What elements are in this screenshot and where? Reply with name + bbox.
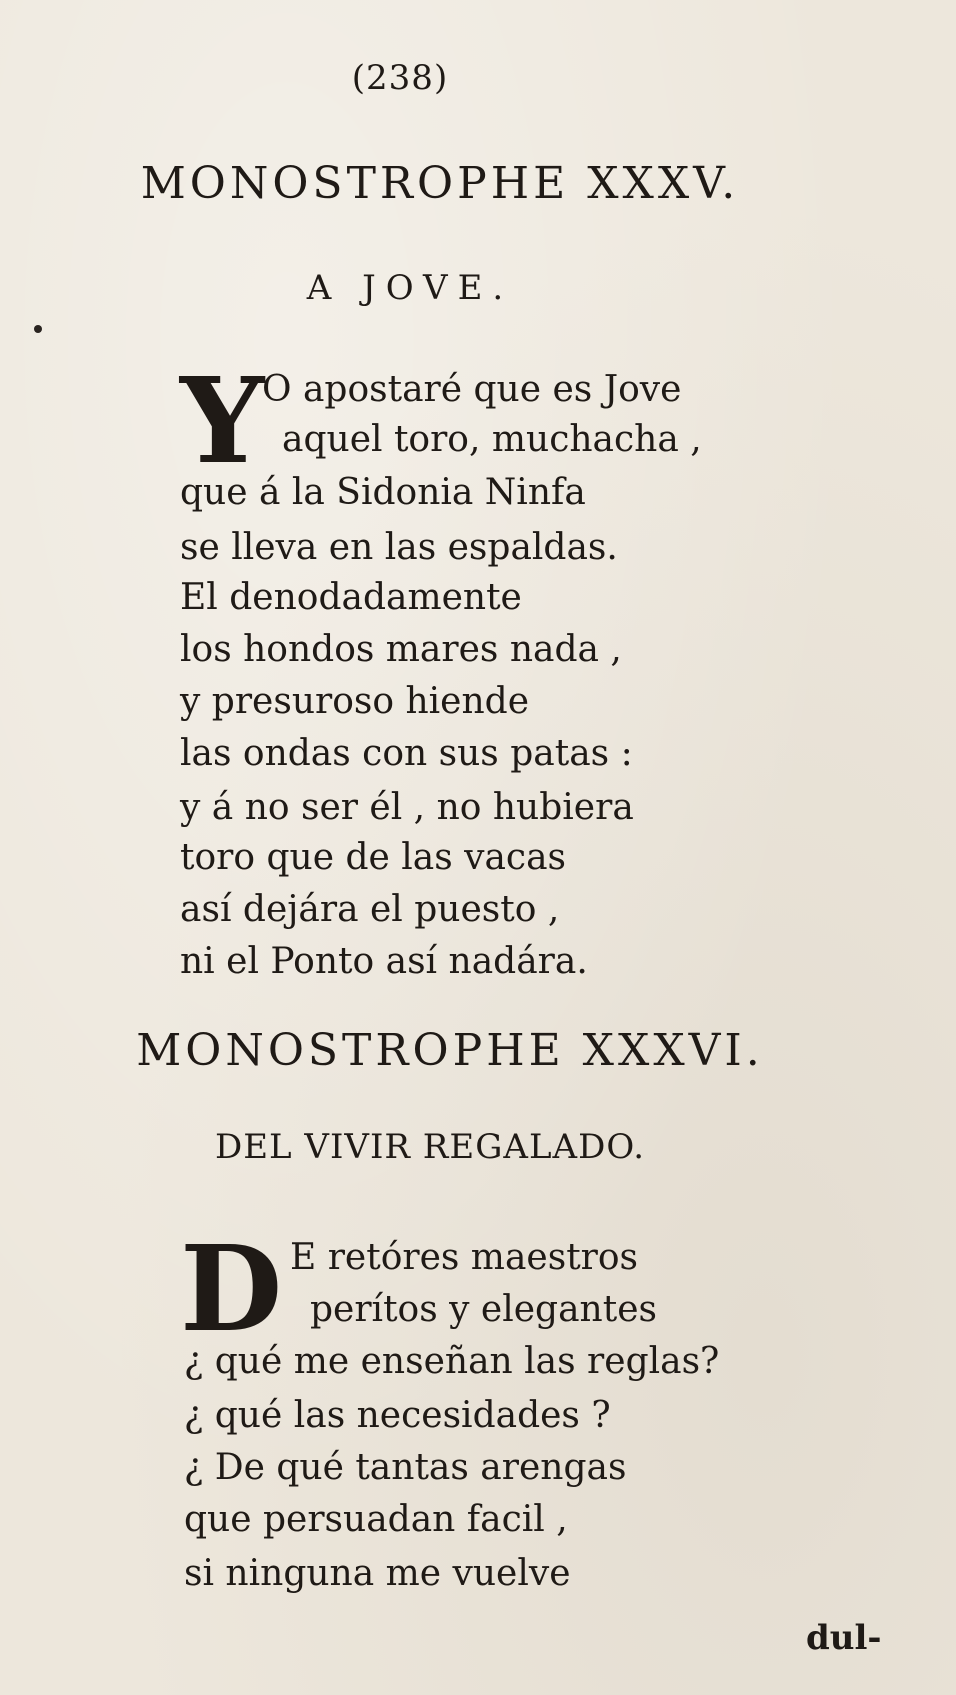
- poem-line: ¿ De qué tantas arengas: [184, 1447, 627, 1488]
- section-title-monostrophe-xxxvi: MONOSTROPHE XXXVI.: [136, 1025, 764, 1076]
- poem-line: E retóres maestros: [290, 1237, 639, 1278]
- poem-line: los hondos mares nada ,: [180, 629, 622, 670]
- ink-speck: [34, 325, 42, 333]
- poem-line: aquel toro, muchacha ,: [282, 419, 702, 460]
- poem-line: toro que de las vacas: [180, 837, 567, 878]
- poem-line: así dejára el puesto ,: [180, 889, 560, 930]
- poem-line: perítos y elegantes: [310, 1289, 657, 1330]
- poem-line: El denodadamente: [180, 577, 522, 618]
- section-subtitle-del-vivir-regalado: DEL VIVIR REGALADO.: [214, 1127, 646, 1167]
- poem-line: que persuadan facil ,: [184, 1499, 568, 1540]
- drop-cap-d: D: [180, 1219, 283, 1358]
- poem-line: y á no ser él , no hubiera: [180, 787, 634, 828]
- poem-line: se lleva en las espaldas.: [180, 527, 618, 568]
- poem-line: que á la Sidonia Ninfa: [180, 472, 586, 513]
- poem-line: si ninguna me vuelve: [184, 1553, 571, 1594]
- section-subtitle-a-jove: A JOVE.: [306, 268, 514, 308]
- poem-line: las ondas con sus patas :: [180, 733, 633, 774]
- section-title-monostrophe-xxxv: MONOSTROPHE XXXV.: [140, 158, 740, 209]
- catchword: dul-: [806, 1618, 882, 1658]
- poem-line: O apostaré que es Jove: [262, 369, 682, 410]
- poem-line: ni el Ponto así nadára.: [180, 941, 588, 982]
- poem-line: y presuroso hiende: [180, 681, 530, 722]
- drop-cap-y: Y: [180, 351, 265, 490]
- poem-line: ¿ qué las necesidades ?: [184, 1395, 611, 1436]
- poem-line: ¿ qué me enseñan las reglas?: [184, 1341, 720, 1382]
- page-number: (238): [351, 58, 449, 98]
